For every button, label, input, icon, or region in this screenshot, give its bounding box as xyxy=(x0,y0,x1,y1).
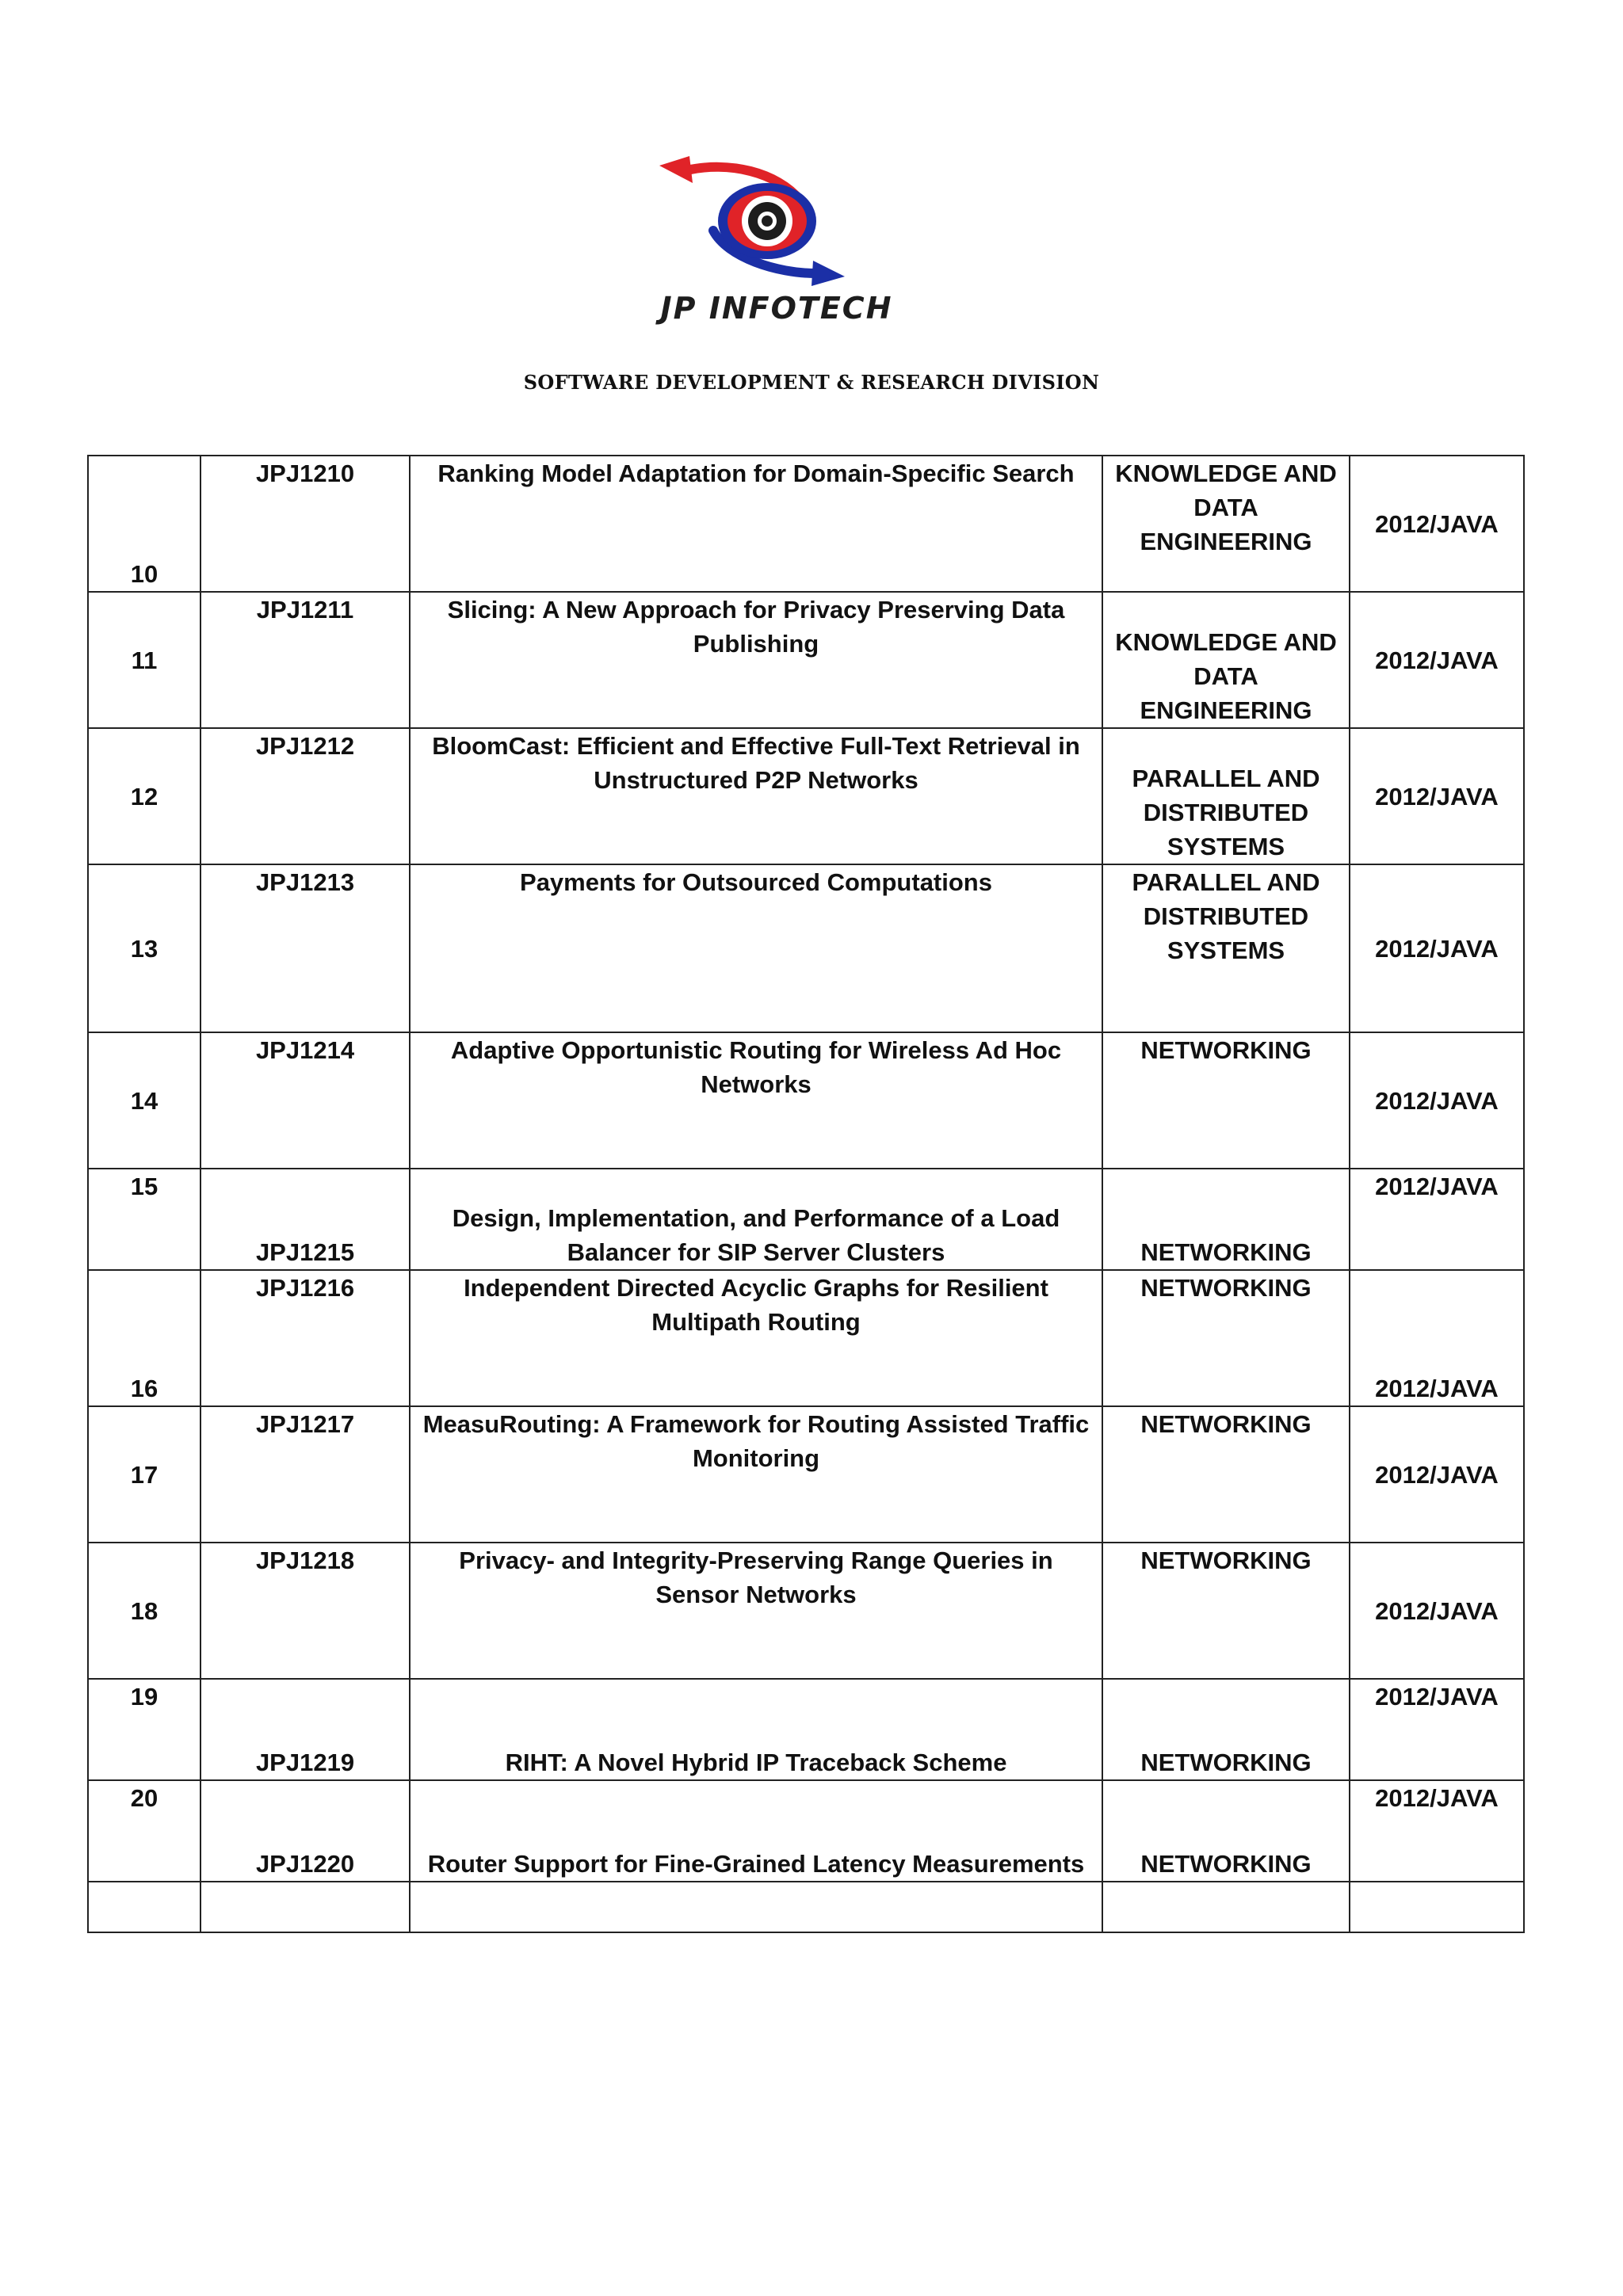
project-title: Slicing: A New Approach for Privacy Preserving Data Publishing xyxy=(410,592,1102,728)
empty-cell xyxy=(88,1882,200,1932)
project-title: MeasuRouting: A Framework for Routing Assisted Traffic Monitoring xyxy=(410,1406,1102,1543)
division-title: SOFTWARE DEVELOPMENT & RESEARCH DIVISION xyxy=(523,371,1100,394)
projects-table xyxy=(87,455,1525,1933)
logo-wordmark: JP INFOTECH xyxy=(660,291,893,326)
table-row xyxy=(88,456,1524,592)
project-title: Adaptive Opportunistic Routing for Wireless Ad Hoc Networks xyxy=(410,1032,1102,1169)
project-code: JPJ1211 xyxy=(200,592,410,728)
project-title: Design, Implementation, and Performance of a Load Balancer for SIP Server Clusters xyxy=(410,1169,1102,1270)
project-year: 2012/JAVA xyxy=(1350,1270,1524,1406)
project-domain: NETWORKING xyxy=(1102,1032,1350,1169)
project-title: BloomCast: Efficient and Effective Full-Text Retrieval in Unstructured P2P Networks xyxy=(410,728,1102,864)
project-domain: KNOWLEDGE AND DATA ENGINEERING xyxy=(1102,456,1350,592)
project-title: Payments for Outsourced Computations xyxy=(410,864,1102,1032)
row-number: 14 xyxy=(88,1032,200,1169)
row-number: 15 xyxy=(88,1169,200,1270)
jp-infotech-logo-icon xyxy=(658,154,896,289)
project-year: 2012/JAVA xyxy=(1350,728,1524,864)
project-domain: NETWORKING xyxy=(1102,1780,1350,1882)
project-code: JPJ1220 xyxy=(200,1780,410,1882)
project-year: 2012/JAVA xyxy=(1350,1406,1524,1543)
project-domain: NETWORKING xyxy=(1102,1270,1350,1406)
table-row xyxy=(88,1406,1524,1543)
empty-cell xyxy=(1102,1882,1350,1932)
project-year: 2012/JAVA xyxy=(1350,1169,1524,1270)
project-code: JPJ1217 xyxy=(200,1406,410,1543)
row-number: 17 xyxy=(88,1406,200,1543)
row-number: 20 xyxy=(88,1780,200,1882)
project-domain: NETWORKING xyxy=(1102,1679,1350,1780)
empty-cell xyxy=(410,1882,1102,1932)
table-row xyxy=(88,1780,1524,1882)
table-row xyxy=(88,1032,1524,1169)
row-number: 18 xyxy=(88,1543,200,1679)
project-domain: NETWORKING xyxy=(1102,1169,1350,1270)
project-year: 2012/JAVA xyxy=(1350,456,1524,592)
project-year: 2012/JAVA xyxy=(1350,1543,1524,1679)
empty-table-row xyxy=(88,1882,1524,1932)
project-year: 2012/JAVA xyxy=(1350,592,1524,728)
table-row xyxy=(88,1679,1524,1780)
project-code: JPJ1216 xyxy=(200,1270,410,1406)
row-number: 13 xyxy=(88,864,200,1032)
project-code: JPJ1212 xyxy=(200,728,410,864)
project-domain: PARALLEL AND DISTRIBUTED SYSTEMS xyxy=(1102,864,1350,1032)
empty-cell xyxy=(1350,1882,1524,1932)
project-title: Independent Directed Acyclic Graphs for Resilient Multipath Routing xyxy=(410,1270,1102,1406)
row-number: 16 xyxy=(88,1270,200,1406)
table-row xyxy=(88,864,1524,1032)
project-title: Router Support for Fine-Grained Latency Measurements xyxy=(410,1780,1102,1882)
project-year: 2012/JAVA xyxy=(1350,1679,1524,1780)
table-row xyxy=(88,1543,1524,1679)
project-code: JPJ1213 xyxy=(200,864,410,1032)
table-row xyxy=(88,592,1524,728)
project-domain: KNOWLEDGE AND DATA ENGINEERING xyxy=(1102,592,1350,728)
row-number: 19 xyxy=(88,1679,200,1780)
project-code: JPJ1214 xyxy=(200,1032,410,1169)
project-code: JPJ1210 xyxy=(200,456,410,592)
project-code: JPJ1215 xyxy=(200,1169,410,1270)
project-title: Ranking Model Adaptation for Domain-Specific Search xyxy=(410,456,1102,592)
project-title: Privacy- and Integrity-Preserving Range Queries in Sensor Networks xyxy=(410,1543,1102,1679)
project-domain: NETWORKING xyxy=(1102,1406,1350,1543)
table-row xyxy=(88,1169,1524,1270)
project-domain: PARALLEL AND DISTRIBUTED SYSTEMS xyxy=(1102,728,1350,864)
project-title: RIHT: A Novel Hybrid IP Traceback Scheme xyxy=(410,1679,1102,1780)
table-row xyxy=(88,1270,1524,1406)
project-year: 2012/JAVA xyxy=(1350,1780,1524,1882)
row-number: 11 xyxy=(88,592,200,728)
project-code: JPJ1218 xyxy=(200,1543,410,1679)
row-number: 12 xyxy=(88,728,200,864)
project-code: JPJ1219 xyxy=(200,1679,410,1780)
empty-cell xyxy=(200,1882,410,1932)
company-logo xyxy=(658,154,896,337)
row-number: 10 xyxy=(88,456,200,592)
project-year: 2012/JAVA xyxy=(1350,864,1524,1032)
project-domain: NETWORKING xyxy=(1102,1543,1350,1679)
table-row xyxy=(88,728,1524,864)
project-year: 2012/JAVA xyxy=(1350,1032,1524,1169)
